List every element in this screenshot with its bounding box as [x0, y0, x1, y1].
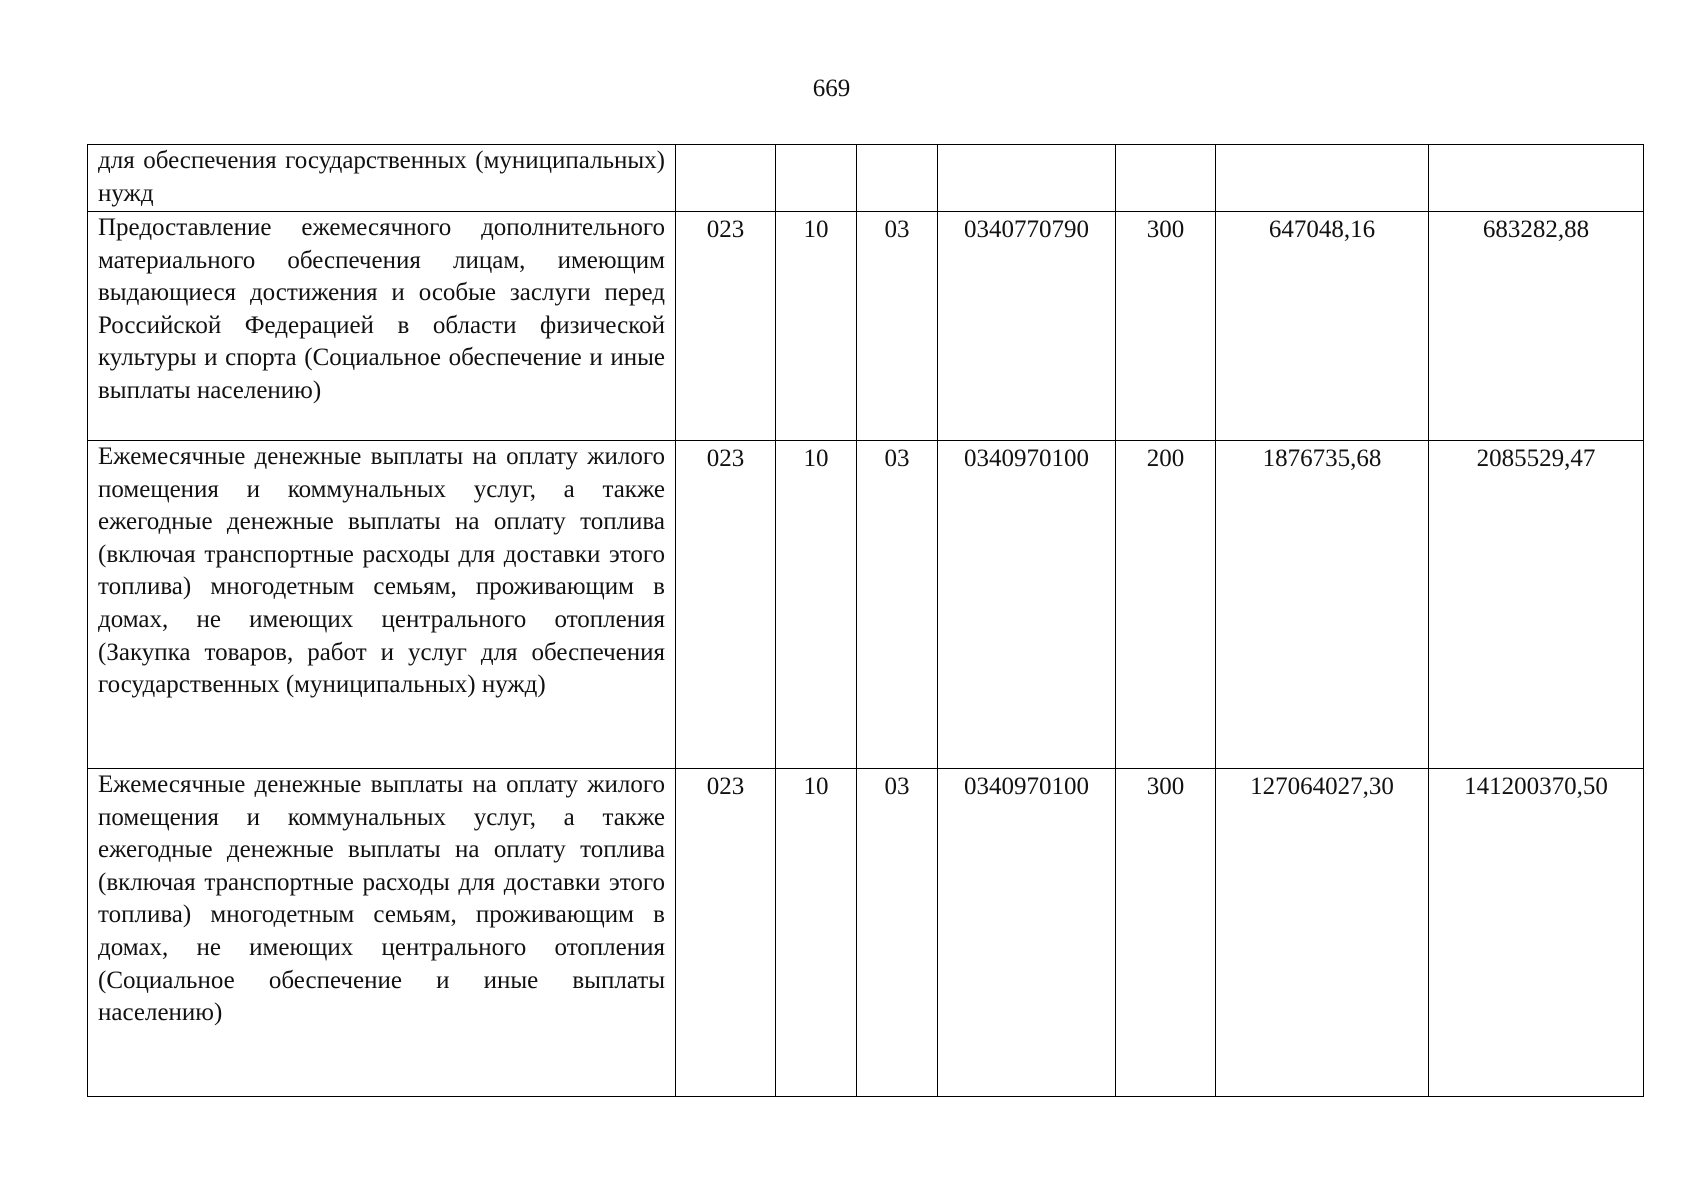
ministry-code: 023 — [676, 441, 776, 769]
target-article-code: 0340970100 — [938, 769, 1116, 1097]
expense-type-code: 300 — [1116, 212, 1216, 441]
table-row — [88, 769, 1644, 1097]
table-row — [88, 145, 1644, 212]
target-article-code: 0340770790 — [938, 212, 1116, 441]
expense-type-code — [1116, 145, 1216, 212]
row-description: Предоставление ежемесячного дополнительного материального обеспечения лицам, имеющим выдающиеся достижения и особые заслуги перед Российской Федерацией в области физической культуры и спорта (Социальное обеспечение и иные выплаты населению) — [88, 212, 676, 441]
amount-year-2: 683282,88 — [1429, 212, 1644, 441]
table-row — [88, 212, 1644, 441]
table-row — [88, 441, 1644, 769]
row-description: Ежемесячные денежные выплаты на оплату жилого помещения и коммунальных услуг, а также ежегодные денежные выплаты на оплату топлива (включая транспортные расходы для доставки этого топлива) многодетным семьям, проживающим в домах, не имеющих центрального отопления (Закупка товаров, работ и услуг для обеспечения государственных (муниципальных) нужд) — [88, 441, 676, 769]
subsection-code — [857, 145, 938, 212]
amount-year-2: 141200370,50 — [1429, 769, 1644, 1097]
subsection-code: 03 — [857, 212, 938, 441]
section-code — [776, 145, 857, 212]
section-code: 10 — [776, 769, 857, 1097]
section-code: 10 — [776, 441, 857, 769]
row-description: для обеспечения государственных (муниципальных) нужд — [88, 145, 676, 212]
page-number: 669 — [812, 75, 851, 102]
ministry-code: 023 — [676, 212, 776, 441]
subsection-code: 03 — [857, 769, 938, 1097]
amount-year-2: 2085529,47 — [1429, 441, 1644, 769]
amount-year-1: 1876735,68 — [1216, 441, 1429, 769]
amount-year-1: 127064027,30 — [1216, 769, 1429, 1097]
expense-type-code: 300 — [1116, 769, 1216, 1097]
section-code: 10 — [776, 212, 857, 441]
target-article-code — [938, 145, 1116, 212]
ministry-code: 023 — [676, 769, 776, 1097]
target-article-code: 0340970100 — [938, 441, 1116, 769]
amount-year-1: 647048,16 — [1216, 212, 1429, 441]
amount-year-2 — [1429, 145, 1644, 212]
amount-year-1 — [1216, 145, 1429, 212]
budget-table — [87, 144, 1644, 1097]
ministry-code — [676, 145, 776, 212]
row-description: Ежемесячные денежные выплаты на оплату жилого помещения и коммунальных услуг, а также ежегодные денежные выплаты на оплату топлива (включая транспортные расходы для доставки этого топлива) многодетным семьям, проживающим в домах, не имеющих центрального отопления (Социальное обеспечение и иные выплаты населению) — [88, 769, 676, 1097]
subsection-code: 03 — [857, 441, 938, 769]
expense-type-code: 200 — [1116, 441, 1216, 769]
